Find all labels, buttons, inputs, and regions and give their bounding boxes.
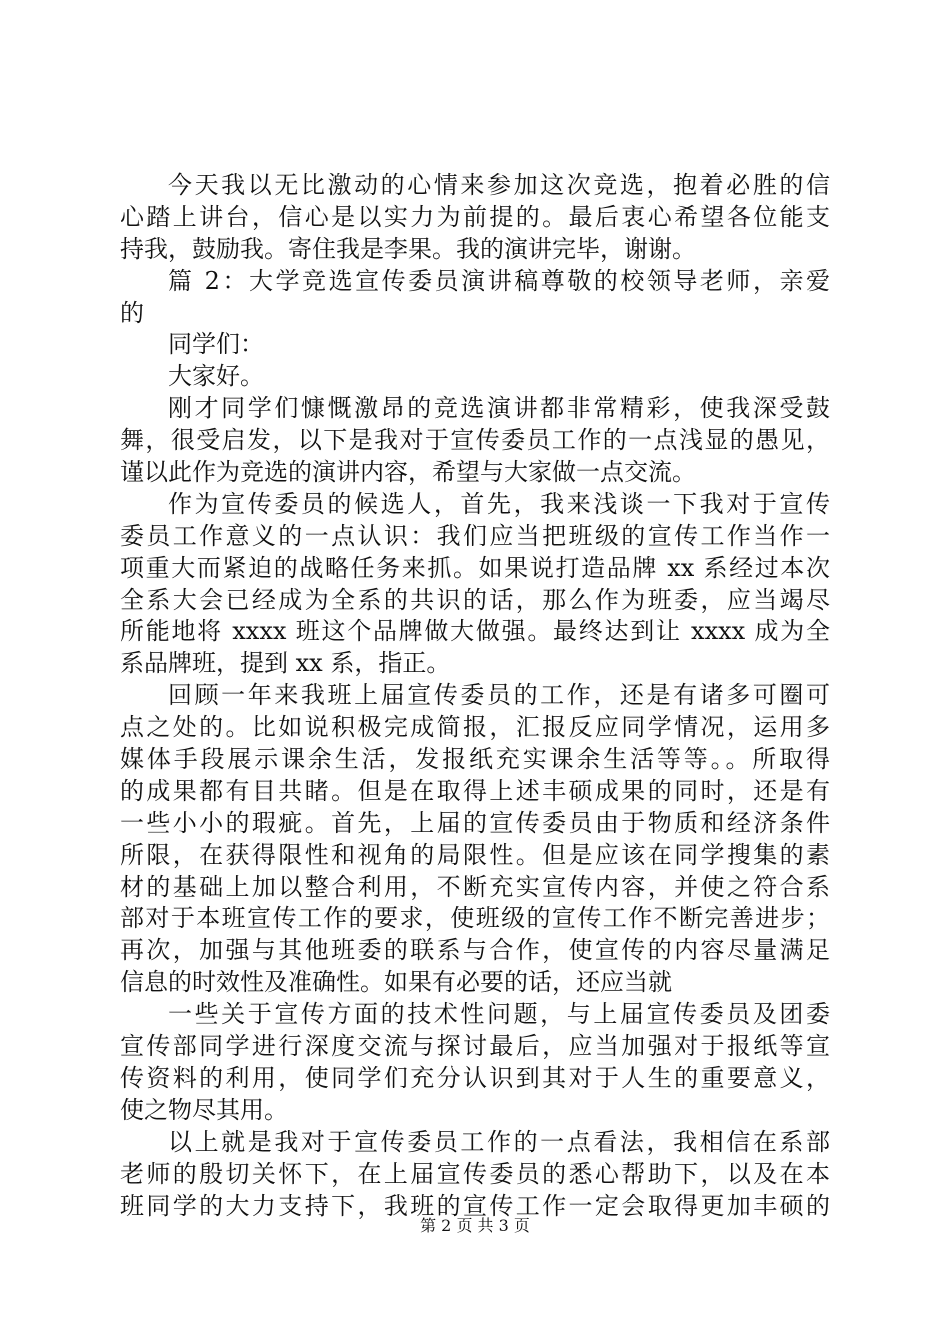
- text-line: 心踏上讲台，信心是以实力为前提的。最后衷心希望各位能支: [120, 202, 830, 231]
- text-line: 媒体手段展示课余生活，发报纸充实课余生活等等。。所取得: [120, 745, 830, 774]
- text-line: 班同学的大力支持下，我班的宣传工作一定会取得更加丰硕的: [120, 1191, 830, 1220]
- text-line: 大家好。: [168, 362, 264, 391]
- text-line: 信息的时效性及准确性。如果有必要的话，还应当就: [120, 968, 672, 997]
- text-line: 项重大而紧迫的战略任务来抓。如果说打造品牌 xx 系经过本次: [120, 553, 830, 582]
- text-line: 一些关于宣传方面的技术性问题，与上届宣传委员及团委: [168, 1000, 830, 1029]
- text-line: 谨以此作为竞选的演讲内容，希望与大家做一点交流。: [120, 458, 696, 487]
- text-line: 系品牌班，提到 xx 系，指正。: [120, 649, 451, 678]
- text-line: 所限，在获得限性和视角的局限性。但是应该在同学搜集的素: [120, 840, 830, 869]
- text-line: 一些小小的瑕疵。首先，上届的宣传委员由于物质和经济条件: [120, 808, 830, 837]
- text-line: 点之处的。比如说积极完成简报，汇报反应同学情况，运用多: [120, 713, 830, 742]
- text-line: 宣传部同学进行深度交流与探讨最后，应当加强对于报纸等宣: [120, 1032, 830, 1061]
- text-line: 今天我以无比激动的心情来参加这次竞选，抱着必胜的信: [168, 171, 830, 199]
- text-line: 所能地将 xxxx 班这个品牌做大做强。最终达到让 xxxx 成为全: [120, 617, 830, 646]
- text-line: 老师的殷切关怀下，在上届宣传委员的悉心帮助下，以及在本: [120, 1159, 830, 1188]
- text-line: 同学们：: [168, 330, 264, 359]
- text-line: 舞，很受启发，以下是我对于宣传委员工作的一点浅显的愚见，: [120, 426, 830, 455]
- text-line: 持我，鼓励我。寄住我是李果。我的演讲完毕，谢谢。: [120, 234, 696, 263]
- text-line: 使之物尽其用。: [120, 1095, 288, 1124]
- text-line: 以上就是我对于宣传委员工作的一点看法，我相信在系部: [168, 1127, 830, 1156]
- text-line: 再次，加强与其他班委的联系与合作，使宣传的内容尽量满足: [120, 936, 830, 965]
- page-footer: 第 2 页 共 3 页: [420, 1216, 530, 1235]
- text-line: 传资料的利用，使同学们充分认识到其对于人生的重要意义，: [120, 1063, 830, 1092]
- text-line: 刚才同学们慷慨激昂的竞选演讲都非常精彩，使我深受鼓: [168, 394, 830, 423]
- text-line: 的成果都有目共睹。但是在取得上述丰硕成果的同时，还是有: [120, 776, 830, 805]
- document-body: [120, 170, 830, 1222]
- text-line: 篇 2：大学竞选宣传委员演讲稿尊敬的校领导老师，亲爱: [168, 266, 830, 295]
- text-line: 全系大会已经成为全系的共识的话，那么作为班委，应当竭尽: [120, 585, 830, 614]
- text-line: 部对于本班宣传工作的要求，使班级的宣传工作不断完善进步；: [120, 904, 830, 933]
- text-line: 作为宣传委员的候选人，首先，我来浅谈一下我对于宣传: [168, 489, 830, 518]
- text-line: 的: [120, 298, 144, 327]
- text-line: 材的基础上加以整合利用，不断充实宣传内容，并使之符合系: [120, 872, 830, 901]
- text-line: 回顾一年来我班上届宣传委员的工作，还是有诸多可圈可: [168, 681, 830, 710]
- text-line: 委员工作意义的一点认识：我们应当把班级的宣传工作当作一: [120, 521, 830, 550]
